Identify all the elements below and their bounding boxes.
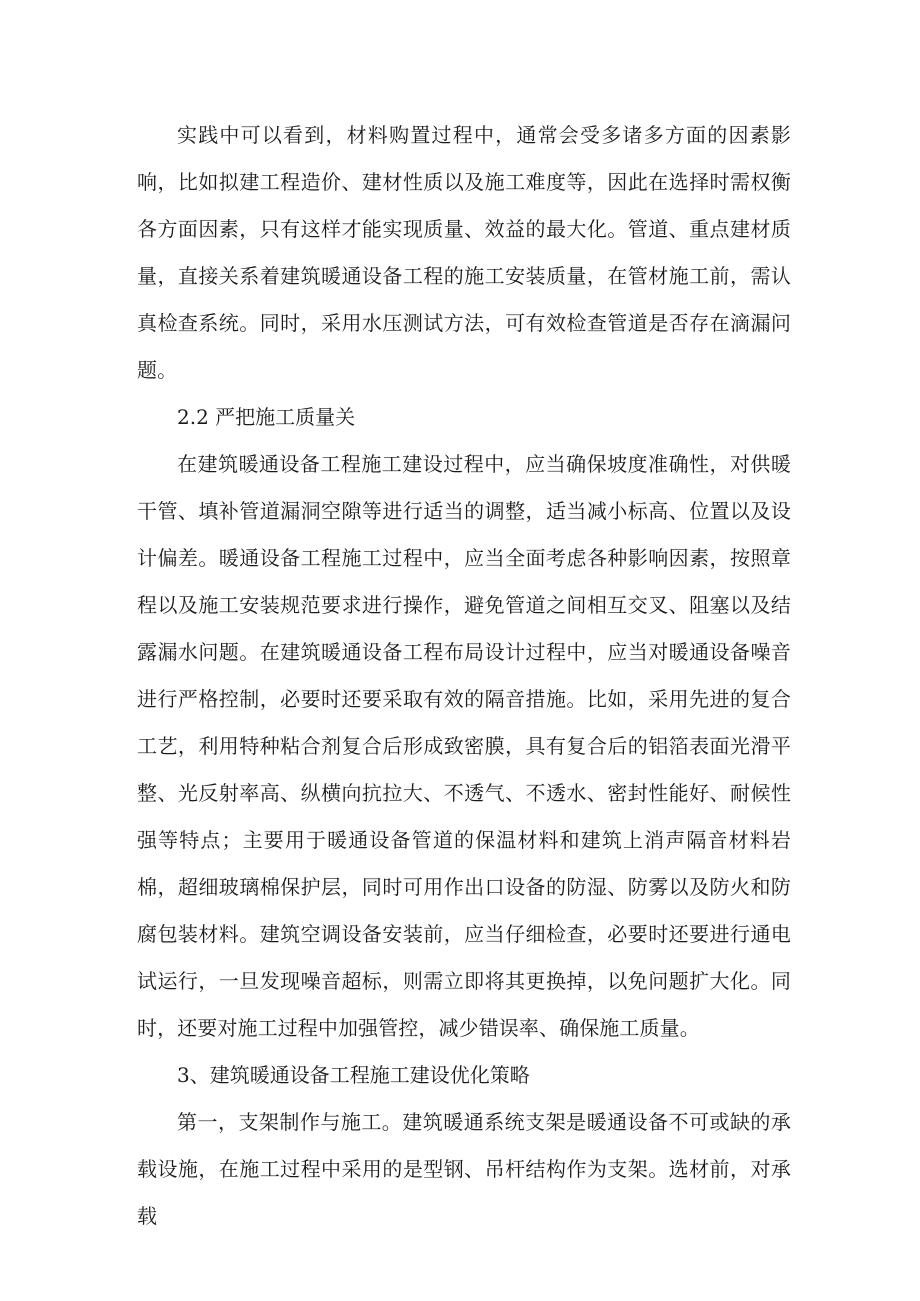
paragraph-support-fabrication: 第一，支架制作与施工。建筑暖通系统支架是暖通设备不可或缺的承载设施，在施工过程中采用的是型钢、吊杆结构作为支架。选材前，对承载 bbox=[137, 1110, 791, 1228]
paragraph-material-purchase: 实践中可以看到，材料购置过程中，通常会受多诸多方面的因素影响，比如拟建工程造价、建材性质以及施工难度等，因此在选择时需权衡各方面因素，只有这样才能实现质量、效益的最大化。管道、重点建材质量，直接关系着建筑暖通设备工程的施工安装质量，在管材施工前，需认真检查系统。同时，采用水压测试方法，可有效检查管道是否存在滴漏问题。 bbox=[137, 123, 791, 382]
document-body bbox=[137, 112, 791, 1240]
section-heading-3: 3、建筑暖通设备工程施工建设优化策略 bbox=[177, 1063, 530, 1087]
paragraph-construction-quality: 在建筑暖通设备工程施工建设过程中，应当确保坡度准确性，对供暖干管、填补管道漏洞空隙等进行适当的调整，适当减小标高、位置以及设计偏差。暖通设备工程施工过程中，应当全面考虑各种影响因素，按照章程以及施工安装规范要求进行操作，避免管道之间相互交叉、阻塞以及结露漏水问题。在建筑暖通设备工程布局设计过程中，应当对暖通设备噪音进行严格控制，必要时还要采取有效的隔音措施。比如，采用先进的复合工艺，利用特种粘合剂复合后形成致密膜，具有复合后的铝箔表面光滑平整、光反射率高、纵横向抗拉大、不透气、不透水、密封性能好、耐候性强等特点；主要用于暖通设备管道的保温材料和建筑上消声隔音材料岩棉，超细玻璃棉保护层，同时可用作出口设备的防湿、防雾以及防火和防腐包装材料。建筑空调设备安装前，应当仔细检查，必要时还要进行通电试运行，一旦发现噪音超标，则需立即将其更换掉，以免问题扩大化。同时，还要对施工过程中加强管控，减少错误率、确保施工质量。 bbox=[137, 452, 791, 1040]
section-heading-2-2: 2.2 严把施工质量关 bbox=[177, 405, 356, 429]
